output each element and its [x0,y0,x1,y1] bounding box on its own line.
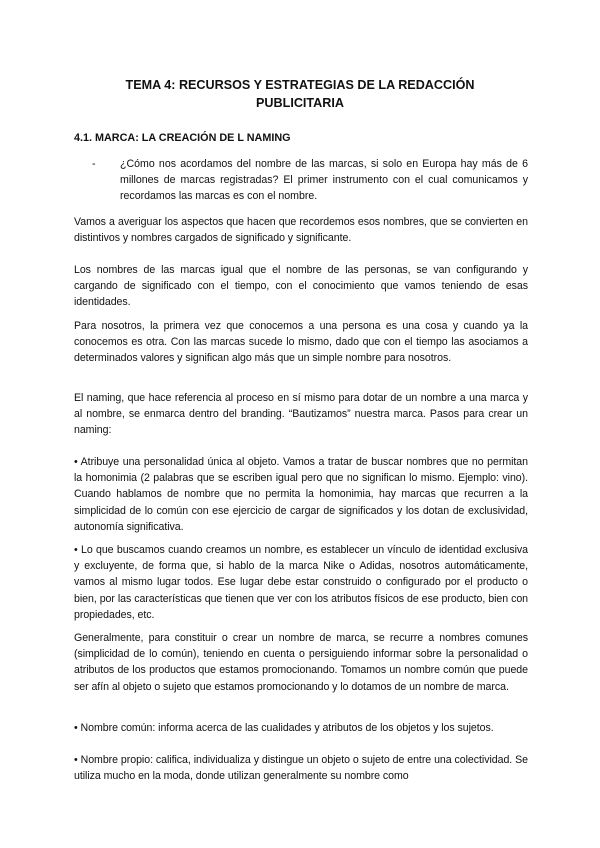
paragraph-4: El naming, que hace referencia al proceso en sí mismo para dotar de un nombre a una marca y al nombre, se enmarca dentro del branding. “Bautizamos” nuestra marca. Pasos para crear un naming: [74,392,528,437]
title-line-2: PUBLICITARIA [256,96,344,110]
title-line-1: TEMA 4: RECURSOS Y ESTRATEGIAS DE LA REDACCIÓN [125,78,475,92]
paragraph-1: Vamos a averiguar los aspectos que hacen que recordemos esos nombres, que se convierten en distintivos y nombres cargados de significado y significante. [74,216,528,245]
paragraph-3: Para nosotros, la primera vez que conocemos a una persona es una cosa y cuando ya la conocemos es otra. Con las marcas sucede lo mismo, dado que con el tiempo las asociamos a determinados valores y significan algo más que un simple nombre para nosotros. [74,320,528,365]
dash-bullet-text: ¿Cómo nos acordamos del nombre de las marcas, si solo en Europa hay más de 6 millones de marcas registradas? El primer instrumento con el cual comunicamos y recordamos las marcas es con el nombre. [120,158,528,203]
bullet-paragraph-1: • Atribuye una personalidad única al objeto. Vamos a tratar de buscar nombres que no permitan la homonimia (2 palabras que se escriben igual pero que no significan lo mismo. Ejemplo: vino). Cuando hablamos de nombre que no permita la homonimia, hay marcas que recurren a la simplicidad de lo común con ese ejercicio de cargar de significados y los dotan de exclusividad, autonomía significativa. [74,456,528,533]
document-title [100,76,500,112]
bullet-paragraph-3: • Nombre común: informa acerca de las cualidades y atributos de los objetos y los sujetos. [74,722,494,734]
paragraph-2: Los nombres de las marcas igual que el nombre de las personas, se van configurando y cargando de significado con el tiempo, con el conocimiento que vamos teniendo de esas identidades. [74,264,528,309]
paragraph-5: Generalmente, para constituir o crear un nombre de marca, se recurre a nombres comunes (simplicidad de lo común), teniendo en cuenta o persiguiendo informar sobre la personalidad o atributos de los productos que estamos promocionando. Tomamos un nombre común que puede ser afín al objeto o sujeto que estamos promocionando y lo dotamos de un nombre de marca. [74,632,528,693]
bullet-paragraph-4: • Nombre propio: califica, individualiza y distingue un objeto o sujeto de entre una colectividad. Se utiliza mucho en la moda, donde utilizan generalmente su nombre como [74,754,528,783]
bullet-paragraph-2: • Lo que buscamos cuando creamos un nombre, es establecer un vínculo de identidad exclusiva y excluyente, de forma que, si hablo de la marca Nike o Adidas, nosotros automáticamente, vamos al mismo lugar todos. Ese lugar debe estar construido o configurado por el producto o bien, por las características que tienen que ver con los atributos físicos de ese producto, bien con propiedades, etc. [74,544,528,621]
dash-marker: - [92,158,96,170]
section-heading: 4.1. MARCA: LA CREACIÓN DE L NAMING [74,132,291,144]
